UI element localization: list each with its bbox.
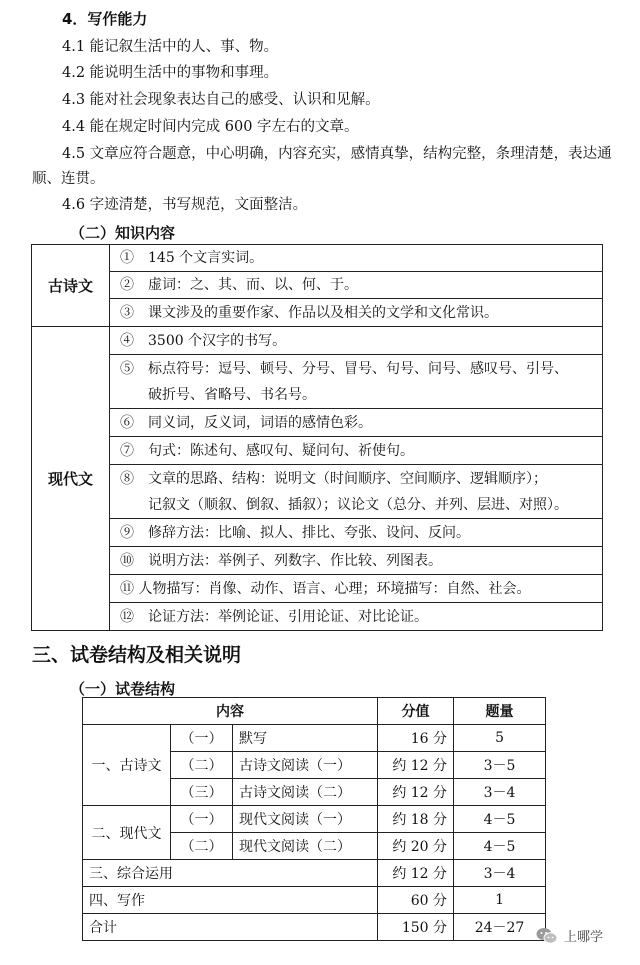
name-cell: 现代文阅读（一） [233,806,378,833]
count-cell: 4－5 [454,833,546,860]
score-cell: 约 12 分 [378,860,454,887]
knowledge-item: ④ 3500 个汉字的书写。 [110,327,603,355]
count-cell: 1 [454,887,546,914]
name-cell: 现代文阅读（二） [233,833,378,860]
knowledge-item-line: ⑤ 标点符号：逗号、顿号、分号、冒号、句号、问号、感叹号、引号、 [120,360,568,377]
table-row [83,725,546,752]
table-row [83,887,546,914]
sub-cell: （二） [171,833,233,860]
score-cell: 约 20 分 [378,833,454,860]
writing-item-4-3: 4.3 能对社会现象表达自己的感受、认识和见解。 [62,92,380,108]
section-title: 三、试卷结构及相关说明 [32,644,242,666]
table-row [32,272,603,299]
header-score: 分值 [378,698,454,725]
category-classical: 古诗文 [32,245,110,327]
count-cell: 4－5 [454,806,546,833]
knowledge-item: ① 145 个文言实词。 [110,245,603,272]
name-cell: 古诗文阅读（二） [233,779,378,806]
knowledge-item: ⑨ 修辞方法：比喻、拟人、排比、夸张、设问、反问。 [110,519,603,547]
table-row [32,245,603,272]
table-row [32,437,603,465]
writing-item-4-5: 4.5 文章应符合题意，中心明确，内容充实，感情真挚，结构完整，条理清楚，表达通 [62,146,612,162]
score-cell: 约 12 分 [378,752,454,779]
writing-item-4-5-cont: 顺、连贯。 [32,171,105,187]
knowledge-item: ⑦ 句式：陈述句、感叹句、疑问句、祈使句。 [110,437,603,465]
table-row [32,355,603,409]
sub-cell: （三） [171,779,233,806]
writing-heading: 4．写作能力 [62,10,148,28]
knowledge-item [110,465,603,519]
count-cell: 3－4 [454,860,546,887]
table-row [32,575,603,603]
knowledge-item [110,355,603,409]
group-cell: 二、现代文 [83,806,171,860]
knowledge-item: ③ 课文涉及的重要作家、作品以及相关的文学和文化常识。 [110,299,603,327]
count-cell: 3－5 [454,752,546,779]
writing-item-4-2: 4.2 能说明生活中的事物和事理。 [62,65,279,81]
group-cell: 一、古诗文 [83,725,171,806]
knowledge-heading: （二）知识内容 [70,224,176,242]
table-header-row [83,698,546,725]
knowledge-item: ⑪ 人物描写：肖像、动作、语言、心理；环境描写：自然、社会。 [110,575,603,603]
sub-heading: （一）试卷结构 [70,680,176,698]
count-cell: 5 [454,725,546,752]
sub-cell: （一） [171,725,233,752]
count-cell: 3－4 [454,779,546,806]
score-cell: 16 分 [378,725,454,752]
knowledge-item: ⑩ 说明方法：举例子、列数字、作比较、列图表。 [110,547,603,575]
writing-item-4-4: 4.4 能在规定时间内完成 600 字左右的文章。 [62,119,359,135]
score-cell: 60 分 [378,887,454,914]
table-row [83,806,546,833]
exam-structure-table [82,697,546,941]
writing-item-4-1: 4.1 能记叙生活中的人、事、物。 [62,39,279,55]
wechat-icon [536,927,558,945]
header-content: 内容 [83,698,378,725]
writing-item-4-6: 4.6 字迹清楚，书写规范，文面整洁。 [62,197,308,213]
table-row [83,914,546,941]
knowledge-item-line: ⑧ 文章的思路、结构：说明文（时间顺序、空间顺序、逻辑顺序）； [120,470,547,487]
table-row [32,465,603,519]
total-label-cell: 合计 [83,914,378,941]
score-cell: 150 分 [378,914,454,941]
table-row [32,547,603,575]
category-modern: 现代文 [32,327,110,631]
knowledge-item: ⑫ 论证方法：举例论证、引用论证、对比论证。 [110,603,603,631]
table-row [32,519,603,547]
count-cell: 24－27 [454,914,546,941]
table-row [32,409,603,437]
name-cell: 默写 [233,725,378,752]
watermark [536,926,603,945]
group-cell: 三、综合运用 [83,860,378,887]
knowledge-table [31,244,603,631]
sub-cell: （一） [171,806,233,833]
sub-cell: （二） [171,752,233,779]
score-cell: 约 12 分 [378,779,454,806]
table-row [32,327,603,355]
table-row [32,299,603,327]
header-count: 题量 [454,698,546,725]
name-cell: 古诗文阅读（一） [233,752,378,779]
watermark-text: 上哪学 [564,930,604,945]
knowledge-item-line: 破折号、省略号、书名号。 [120,386,316,403]
knowledge-item-line: 记叙文（顺叙、倒叙、插叙）；议论文（总分、并列、层进、对照）。 [120,496,568,513]
knowledge-item: ② 虚词：之、其、而、以、何、于。 [110,272,603,299]
knowledge-item: ⑥ 同义词，反义词，词语的感情色彩。 [110,409,603,437]
group-cell: 四、写作 [83,887,378,914]
table-row [83,860,546,887]
table-row [32,603,603,631]
score-cell: 约 18 分 [378,806,454,833]
